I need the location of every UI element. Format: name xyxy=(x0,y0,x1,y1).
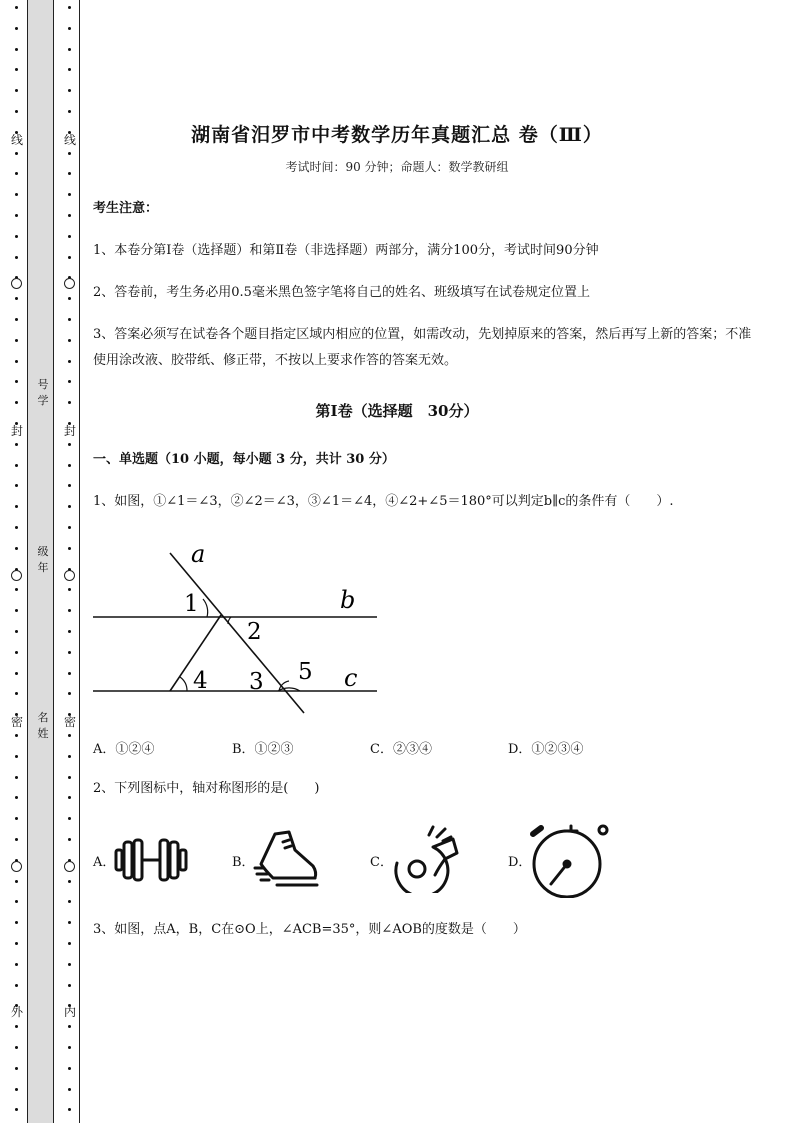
circle-mark xyxy=(64,278,75,289)
exam-title: 湖南省汨罗市中考数学历年真题汇总 卷（Ⅲ） xyxy=(191,124,603,146)
cut-line-dot xyxy=(15,672,18,675)
cut-line-dot xyxy=(68,921,71,924)
cut-line-dot xyxy=(15,256,18,259)
cut-line-dot xyxy=(68,360,71,363)
cut-line-dot xyxy=(68,318,71,321)
cut-line-dot xyxy=(68,796,71,799)
seal-label-feng: 封 xyxy=(10,424,23,438)
cut-line-dot xyxy=(68,1108,71,1111)
cut-line-dot xyxy=(68,464,71,467)
seal-label-nei: 内 xyxy=(63,1005,76,1019)
cut-line-dot xyxy=(15,838,18,841)
cut-line-dot xyxy=(68,1088,71,1091)
question-2-option-a[interactable]: A． xyxy=(93,855,116,870)
question-1-option-c[interactable]: C．②③④ xyxy=(370,742,432,757)
cut-line-dot xyxy=(15,110,18,113)
name-field[interactable]: 名 姓 xyxy=(37,711,49,740)
question-3-stem: 3、如图，点A，B，C在⊙O上，∠ACB=35°，则∠AOB的度数是（ ） xyxy=(93,922,526,937)
cut-line-dot xyxy=(15,588,18,591)
cut-line-dot xyxy=(68,48,71,51)
cut-line-dot xyxy=(15,900,18,903)
cut-line-dot xyxy=(15,963,18,966)
cut-line-dot xyxy=(15,193,18,196)
cut-line-dot xyxy=(15,89,18,92)
cut-line-dot xyxy=(15,734,18,737)
cut-line-dot xyxy=(15,880,18,883)
cut-line-dot xyxy=(15,68,18,71)
cut-line-dot xyxy=(68,963,71,966)
question-1-stem: 1、如图，①∠1＝∠3，②∠2＝∠3，③∠1＝∠4，④∠2+∠5＝180°可以判定b∥c的条件有（ ）. xyxy=(93,494,674,509)
cut-line-dot xyxy=(15,796,18,799)
cut-line-dot xyxy=(68,1067,71,1070)
cut-line-dot xyxy=(68,609,71,612)
cut-line-dot xyxy=(15,526,18,529)
cut-line-dot xyxy=(15,609,18,612)
cut-line-dot xyxy=(68,339,71,342)
cut-line-dot xyxy=(68,193,71,196)
cut-line-dot xyxy=(68,6,71,9)
cut-line-dot xyxy=(68,27,71,30)
question-1-option-d[interactable]: D．①②③④ xyxy=(508,742,584,757)
cut-line-dot xyxy=(15,152,18,155)
cut-line-dot xyxy=(15,1088,18,1091)
cut-line-dot xyxy=(15,27,18,30)
grade-field[interactable]: 级 年 xyxy=(37,545,49,574)
cut-line-dot xyxy=(68,776,71,779)
cut-line-dot xyxy=(15,339,18,342)
cut-line-dot xyxy=(15,1067,18,1070)
circle-mark xyxy=(64,861,75,872)
figure-label-b: b xyxy=(340,586,356,614)
cut-line-dot xyxy=(15,651,18,654)
cut-line-dot xyxy=(68,755,71,758)
question-1-figure xyxy=(90,535,385,720)
figure-label-c: c xyxy=(344,664,358,692)
question-2-stem: 2、下列图标中，轴对称图形的是( ) xyxy=(93,781,320,796)
circle-mark xyxy=(11,861,22,872)
cut-line-dot xyxy=(15,6,18,9)
angle-label-1: 1 xyxy=(184,591,199,617)
cut-line-dot xyxy=(68,1046,71,1049)
seal-label-mi: 密 xyxy=(10,715,23,729)
cut-line-dot xyxy=(68,900,71,903)
cut-line-dot xyxy=(68,630,71,633)
cut-line-dot xyxy=(68,692,71,695)
question-2-option-d[interactable]: D． xyxy=(508,855,532,870)
cut-line-dot xyxy=(15,1108,18,1111)
cut-line-dot xyxy=(68,214,71,217)
student-id-field[interactable]: 号 学 xyxy=(37,378,49,407)
section-title: 第Ⅰ卷（选择题 30分） xyxy=(315,402,479,420)
cut-line-dot xyxy=(68,547,71,550)
cut-line-dot xyxy=(68,817,71,820)
cut-line-dot xyxy=(68,838,71,841)
cut-line-dot xyxy=(68,942,71,945)
cut-line-dot xyxy=(15,48,18,51)
cut-line-dot xyxy=(15,464,18,467)
cut-line-dot xyxy=(68,526,71,529)
notes-heading: 考生注意： xyxy=(93,201,159,216)
cut-line-dot xyxy=(68,297,71,300)
cut-line-dot xyxy=(68,68,71,71)
cut-line-dot xyxy=(68,1025,71,1028)
cut-line-dot xyxy=(68,984,71,987)
seal-label-xian: 线 xyxy=(10,133,23,147)
running-shoe-icon xyxy=(253,828,323,892)
question-1-option-b[interactable]: B．①②③ xyxy=(232,742,294,757)
question-1-option-a[interactable]: A．①②④ xyxy=(93,742,155,757)
cut-line-dot xyxy=(68,110,71,113)
angle-label-4: 4 xyxy=(193,668,208,694)
seal-label-feng: 封 xyxy=(63,424,76,438)
cut-line-dot xyxy=(15,630,18,633)
cut-line-dot xyxy=(68,880,71,883)
cut-line-dot xyxy=(68,734,71,737)
cut-line-dot xyxy=(15,360,18,363)
cut-line-dot xyxy=(15,942,18,945)
cut-line-dot xyxy=(68,152,71,155)
cut-line-dot xyxy=(15,1025,18,1028)
question-2-option-c[interactable]: C． xyxy=(370,855,393,870)
cut-line-dot xyxy=(68,588,71,591)
cut-line-dot xyxy=(68,484,71,487)
cut-line-dot xyxy=(15,505,18,508)
cut-line-dot xyxy=(15,214,18,217)
cut-line-dot xyxy=(68,256,71,259)
angle-label-5: 5 xyxy=(298,659,313,685)
whistle-icon xyxy=(389,823,465,893)
cut-line-dot xyxy=(68,505,71,508)
cut-line-dot xyxy=(15,692,18,695)
cut-line-dot xyxy=(15,484,18,487)
cut-line-dot xyxy=(15,755,18,758)
cut-line-dot xyxy=(15,380,18,383)
cut-line-dot xyxy=(68,235,71,238)
cut-line-dot xyxy=(15,1046,18,1049)
cut-line-dot xyxy=(15,297,18,300)
seal-label-xian: 线 xyxy=(63,133,76,147)
circle-mark xyxy=(11,570,22,581)
angle-label-2: 2 xyxy=(247,619,262,645)
cut-line-dot xyxy=(68,651,71,654)
note-item: 1、本卷分第Ⅰ卷（选择题）和第Ⅱ卷（非选择题）两部分，满分100分，考试时间90分钟 xyxy=(93,243,599,258)
cut-line-dot xyxy=(15,235,18,238)
dumbbell-icon xyxy=(113,836,189,884)
circle-mark xyxy=(11,278,22,289)
cut-line-dot xyxy=(68,443,71,446)
exam-subtitle: 考试时间：90 分钟；命题人：数学教研组 xyxy=(285,160,509,174)
note-item: 3、答案必须写在试卷各个题目指定区域内相应的位置，如需改动，先划掉原来的答案，然后再写上新的答案；不准使用涂改液、胶带纸、修正带，不按以上要求作答的答案无效。 xyxy=(93,327,752,368)
question-2-option-b[interactable]: B． xyxy=(232,855,255,870)
cut-line-dot xyxy=(15,921,18,924)
cut-line-dot xyxy=(68,380,71,383)
cut-line-dot xyxy=(15,984,18,987)
cut-line-dot xyxy=(15,776,18,779)
part-heading: 一、单选题（10 小题，每小题 3 分，共计 30 分） xyxy=(93,452,395,467)
circle-mark xyxy=(64,570,75,581)
cut-line-dot xyxy=(15,318,18,321)
seal-label-mi: 密 xyxy=(63,715,76,729)
cut-line-dot xyxy=(15,817,18,820)
cut-line-dot xyxy=(15,443,18,446)
cut-line-dot xyxy=(15,547,18,550)
note-item: 2、答卷前，考生务必用0.5毫米黑色签字笔将自己的姓名、班级填写在试卷规定位置上 xyxy=(93,285,590,300)
stopwatch-icon xyxy=(527,822,611,898)
cut-line-dot xyxy=(68,672,71,675)
angle-label-3: 3 xyxy=(249,669,264,695)
cut-line-dot xyxy=(68,89,71,92)
figure-label-a: a xyxy=(191,540,206,568)
seal-label-wai: 外 xyxy=(10,1005,23,1019)
